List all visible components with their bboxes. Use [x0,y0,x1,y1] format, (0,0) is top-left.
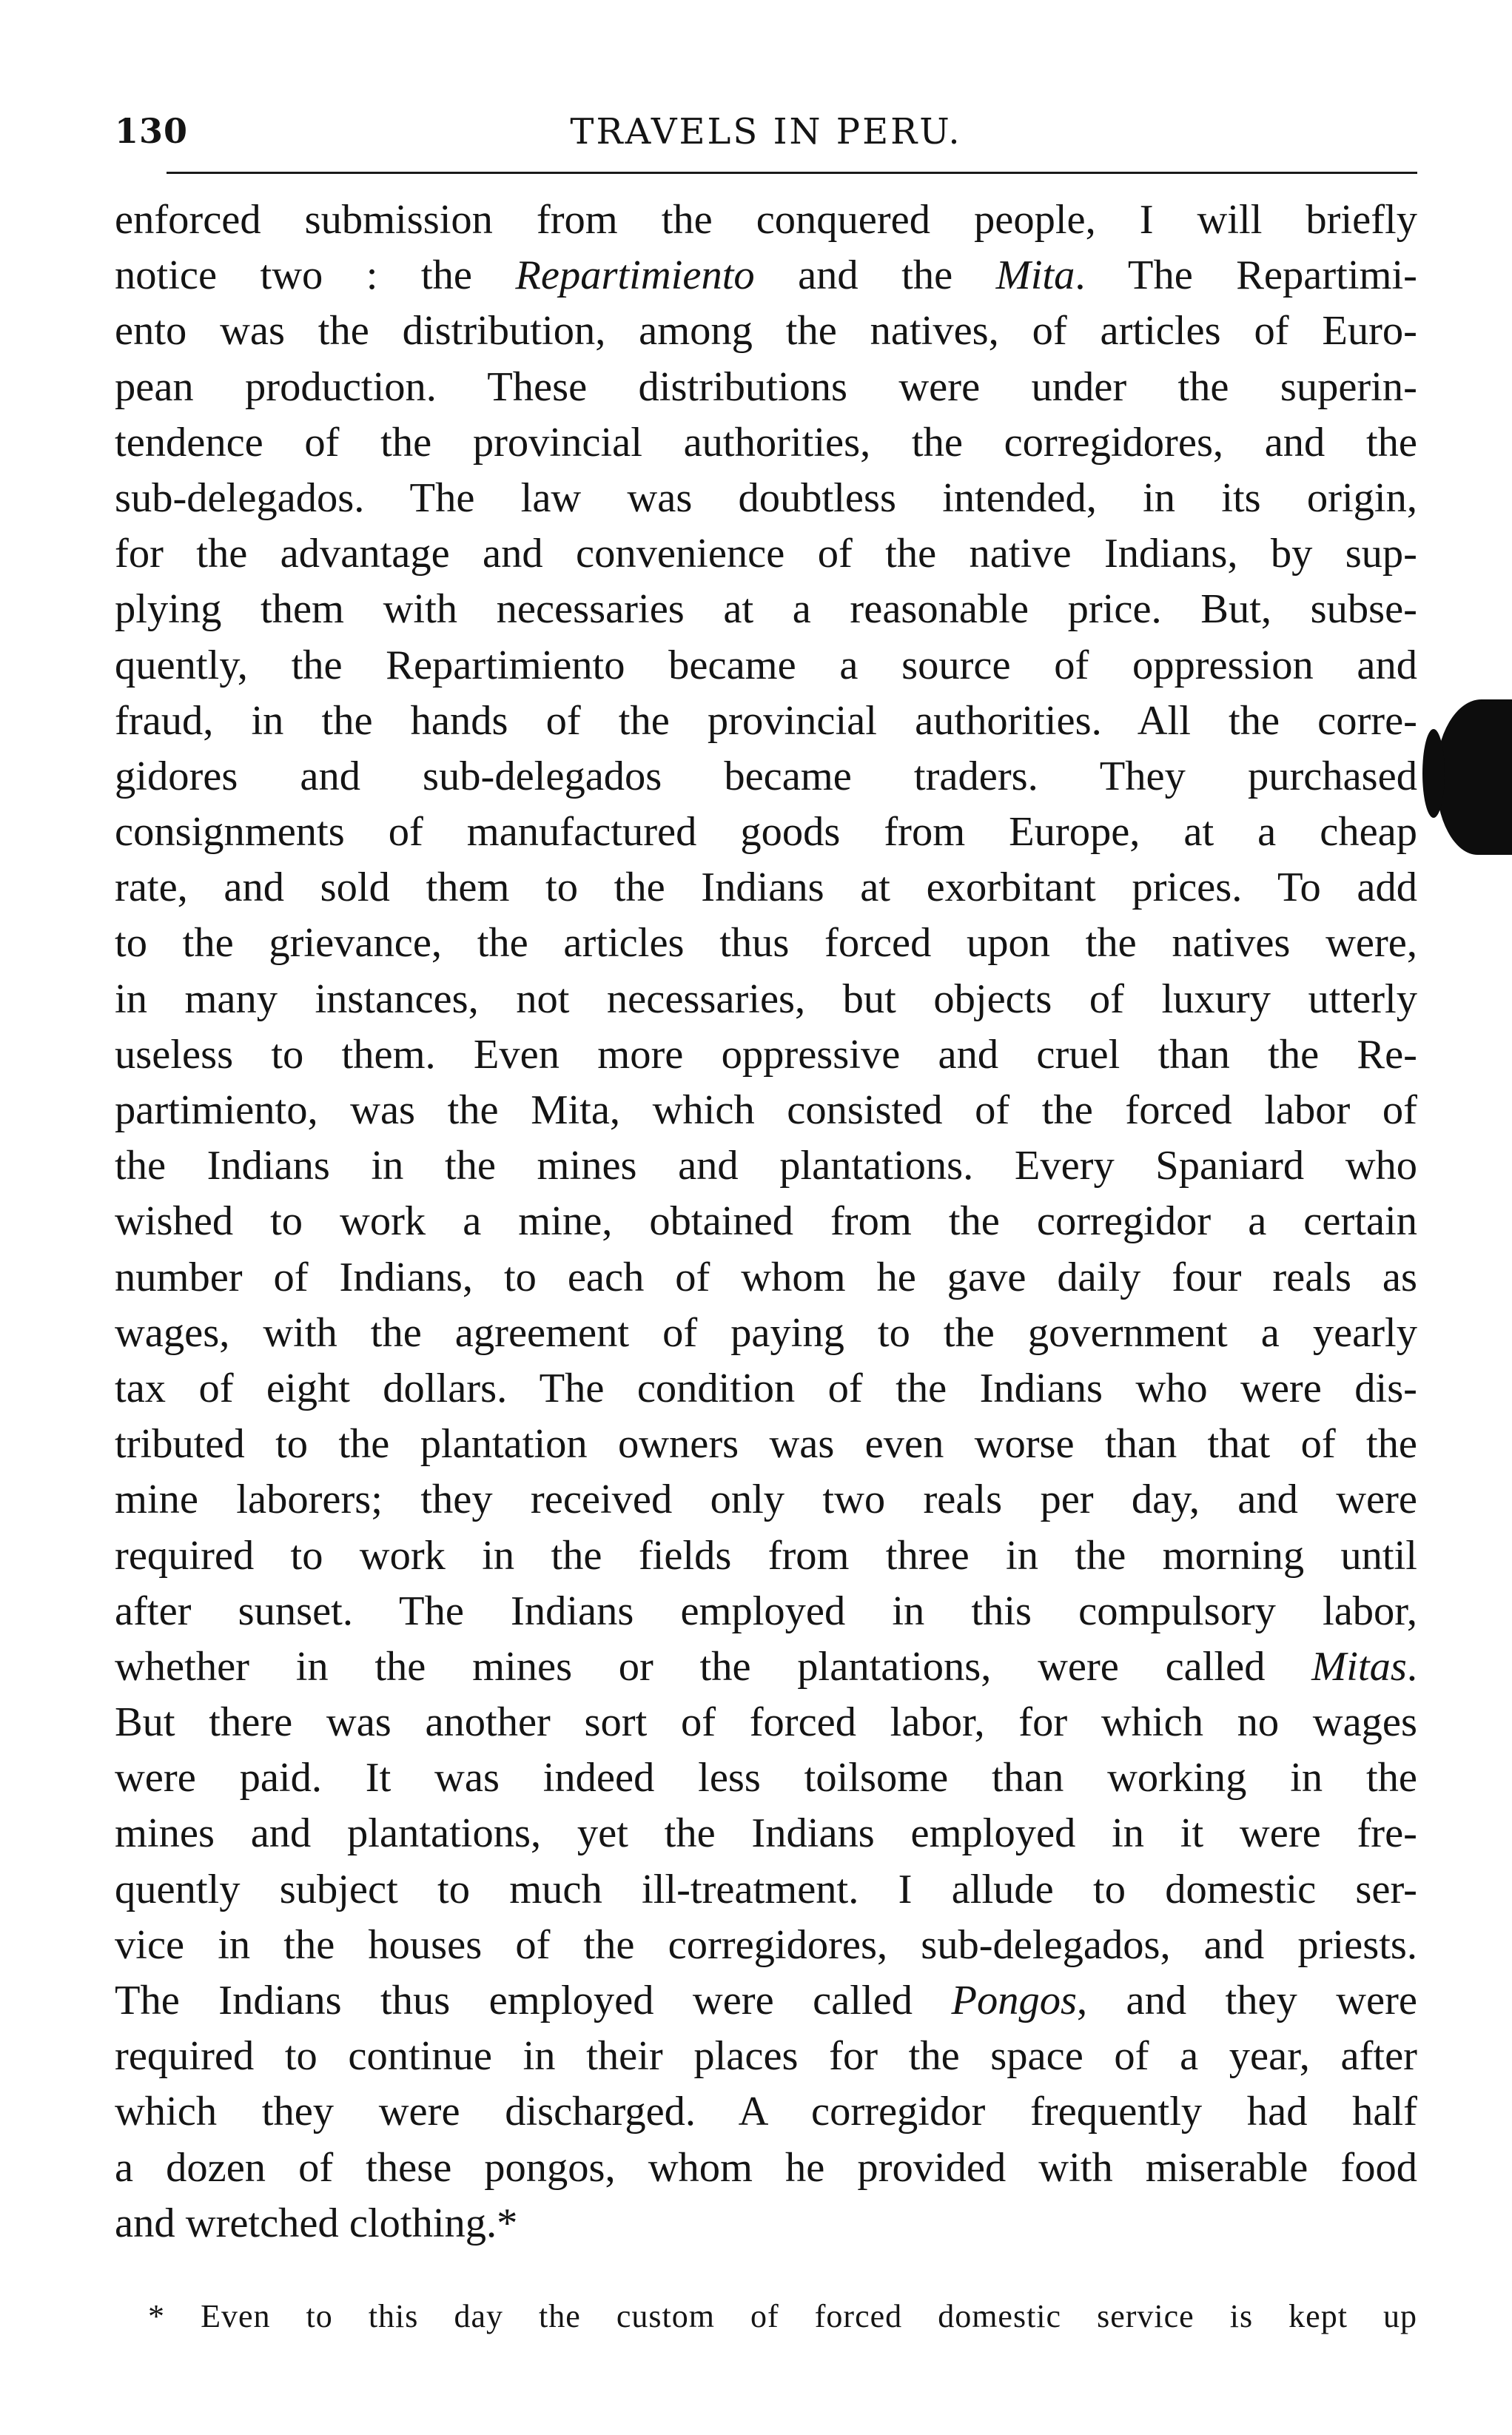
text-line: quently subject to much ill-treatment. I allude to domestic ser- [115,1866,1417,1912]
text-line: and wretched clothing.* [115,2200,518,2246]
text-line: mines and plantations, yet the Indians employed in it were fre- [115,1810,1417,1857]
text-line: required to continue in their places for the space of a year, after [115,2033,1417,2080]
text-line: sub-delegados. The law was doubtless intended, in its origin, [115,474,1417,521]
text-line: wages, with the agreement of paying to the government a yearly [115,1309,1417,1356]
text-line: a dozen of these pongos, whom he provided with miserable food [115,2144,1417,2191]
text-line: rate, and sold them to the Indians at exorbitant prices. To add [115,864,1417,911]
text-line: notice two : the Repartimiento and the Mita. The Repartimi- [115,252,1417,299]
text-line: for the advantage and convenience of the native Indians, by sup- [115,531,1417,577]
page-number: 130 [115,111,189,151]
text-line: The Indians thus employed were called Pongos, and they were [115,1978,1417,2023]
text-line: number of Indians, to each of whom he gave daily four reals as [115,1254,1417,1300]
text-line: But there was another sort of forced labor, for which no wages [115,1699,1417,1746]
text-line: wished to work a mine, obtained from the corregidor a certain [115,1198,1417,1245]
text-line: mine laborers; they received only two reals per day, and were [115,1477,1417,1523]
text-line: in many instances, not necessaries, but objects of luxury utterly [115,975,1417,1022]
page-header [115,111,1417,163]
text-line: ento was the distribution, among the natives, of articles of Euro- [115,308,1417,355]
ink-blot [1436,699,1512,855]
text-line: the Indians in the mines and plantations. Every Spaniard who [115,1143,1417,1189]
text-line: gidores and sub-delegados became traders. They purchased [115,753,1417,799]
text-line: partimiento, was the Mita, which consisted of the forced labor of [115,1087,1417,1133]
text-line: fraud, in the hands of the provincial authorities. All the corre- [115,697,1417,744]
text-line: vice in the houses of the corregidores, sub-delegados, and priests. [115,1921,1417,1968]
running-head: TRAVELS IN PERU. [570,111,962,152]
text-line: whether in the mines or the plantations, were called Mitas. [115,1643,1417,1690]
text-line: tributed to the plantation owners was even worse than that of the [115,1421,1417,1468]
text-line: tax of eight dollars. The condition of the Indians who were dis- [115,1365,1417,1411]
text-line: plying them with necessaries at a reasonable price. But, subse- [115,586,1417,633]
body-paragraph [115,192,1417,2251]
text-line: enforced submission from the conquered people, I will briefly [115,197,1417,243]
text-line: which they were discharged. A corregidor frequently had half [115,2089,1417,2135]
text-line: useless to them. Even more oppressive and cruel than the Re- [115,1031,1417,1078]
header-rule [167,172,1417,174]
footnote: * Even to this day the custom of forced domestic service is kept up [148,2298,1417,2334]
text-line: to the grievance, the articles thus forced upon the natives were, [115,920,1417,967]
text-line: pean production. These distributions were under the superin- [115,363,1417,410]
text-line: were paid. It was indeed less toilsome than working in the [115,1755,1417,1801]
text-line: tendence of the provincial authorities, the corregidores, and the [115,419,1417,466]
text-line: after sunset. The Indians employed in this compulsory labor, [115,1588,1417,1634]
text-line: quently, the Repartimiento became a source of oppression and [115,642,1417,688]
text-line: required to work in the fields from three in the morning until [115,1532,1417,1579]
text-line: consignments of manufactured goods from Europe, at a cheap [115,809,1417,856]
